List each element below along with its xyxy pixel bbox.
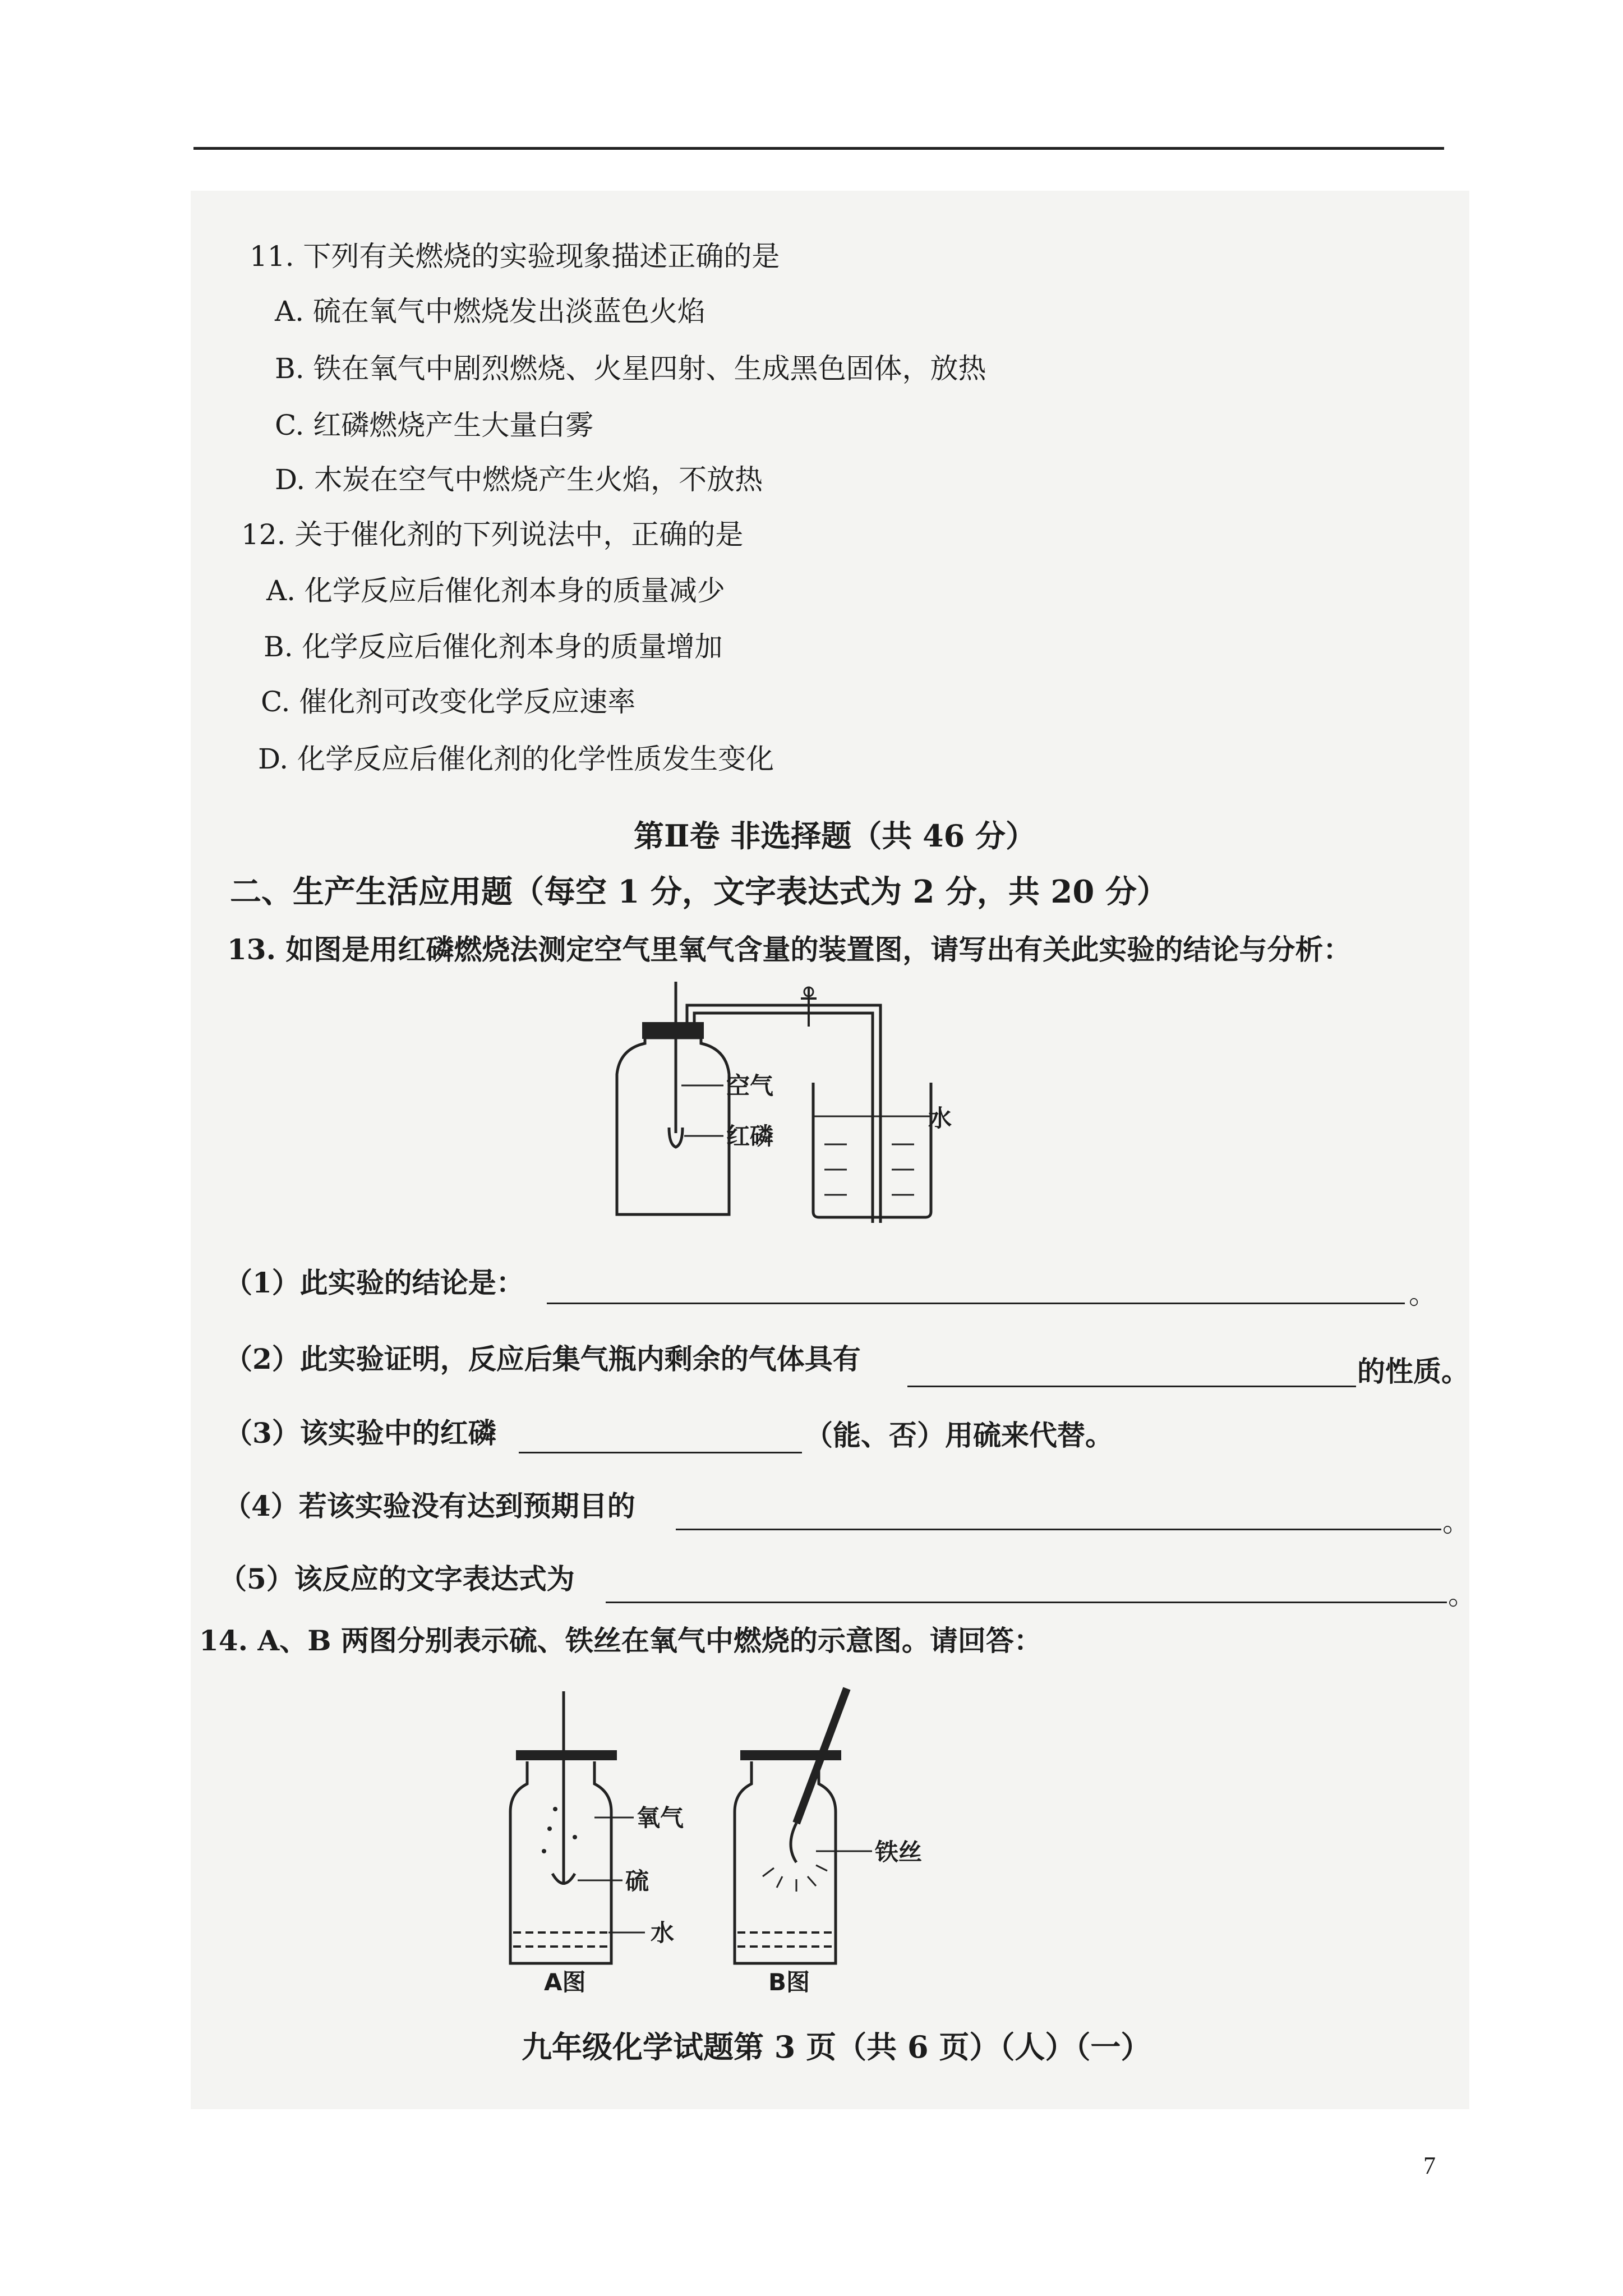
label-red-phosphorus: 红磷 (726, 1122, 774, 1150)
q13-stem: 13. 如图是用红磷燃烧法测定空气里氧气含量的装置图，请写出有关此实验的结论与分析： (227, 933, 1352, 966)
label-water: 水 (928, 1105, 952, 1132)
header-rule (193, 147, 1444, 150)
volume-title: 第Ⅱ卷 非选择题（共 46 分） (634, 818, 1036, 854)
label-water-a: 水 (651, 1919, 675, 1947)
section-heading: 二、生产生活应用题（每空 1 分，文字表达式为 2 分，共 20 分） (230, 873, 1168, 910)
label-sulfur: 硫 (625, 1867, 649, 1895)
label-air: 空气 (726, 1072, 774, 1099)
q13-item-1-prefix: （1）此实验的结论是： (224, 1266, 524, 1299)
q13-item-2-prefix: （2）此实验证明，反应后集气瓶内剩余的气体具有 (224, 1342, 861, 1375)
label-iron-wire: 铁丝 (875, 1838, 923, 1866)
q12-option-b: B. 化学反应后催化剂本身的质量增加 (264, 631, 723, 663)
q11-option-b: B. 铁在氧气中剧烈燃烧、火星四射、生成黑色固体，放热 (275, 352, 986, 385)
q11-option-c: C. 红磷燃烧产生大量白雾 (275, 409, 594, 441)
q13-item-4-prefix: （4）若该实验没有达到预期目的 (223, 1489, 635, 1522)
q13-item-5-answer-blank[interactable] (606, 1602, 1447, 1603)
q11-option-a: A. 硫在氧气中燃烧发出淡蓝色火焰 (275, 295, 706, 328)
q14-combustion-figures (494, 1683, 998, 1997)
q13-item-3-answer-blank[interactable] (519, 1452, 802, 1453)
q13-item-1-suffix: 。 (1409, 1278, 1437, 1310)
q13-item-4-answer-blank[interactable] (676, 1529, 1441, 1530)
q14-stem: 14. A、B 两图分别表示硫、铁丝在氧气中燃烧的示意图。请回答： (199, 1624, 1042, 1657)
q13-item-2-answer-blank[interactable] (907, 1386, 1356, 1387)
q13-item-5-prefix: （5）该反应的文字表达式为 (219, 1562, 575, 1595)
q13-item-5-suffix: 。 (1448, 1579, 1476, 1611)
q11-option-d: D. 木炭在空气中燃烧产生火焰，不放热 (275, 463, 763, 496)
q13-item-2-suffix: 的性质。 (1357, 1355, 1469, 1388)
q11-stem: 11. 下列有关燃烧的实验现象描述正确的是 (250, 240, 780, 273)
q13-item-3-prefix: （3）该实验中的红磷 (224, 1416, 496, 1450)
q12-option-a: A. 化学反应后催化剂本身的质量减少 (266, 574, 725, 607)
q12-option-d: D. 化学反应后催化剂的化学性质发生变化 (258, 743, 774, 775)
page-number: 7 (1423, 2152, 1436, 2179)
q13-apparatus-figure (611, 976, 959, 1223)
q13-item-3-suffix: （能、否）用硫来代替。 (805, 1419, 1113, 1452)
caption-figure-b: B图 (768, 1968, 810, 1996)
q12-stem: 12. 关于催化剂的下列说法中，正确的是 (241, 518, 744, 551)
exam-footer-title: 九年级化学试题第 3 页（共 6 页）（人）（一） (522, 2029, 1151, 2065)
q13-item-1-answer-blank[interactable] (547, 1303, 1405, 1304)
label-oxygen: 氧气 (637, 1804, 684, 1832)
q13-item-4-suffix: 。 (1442, 1506, 1470, 1538)
q12-option-c: C. 催化剂可改变化学反应速率 (261, 685, 636, 718)
caption-figure-a: A图 (544, 1968, 586, 1996)
